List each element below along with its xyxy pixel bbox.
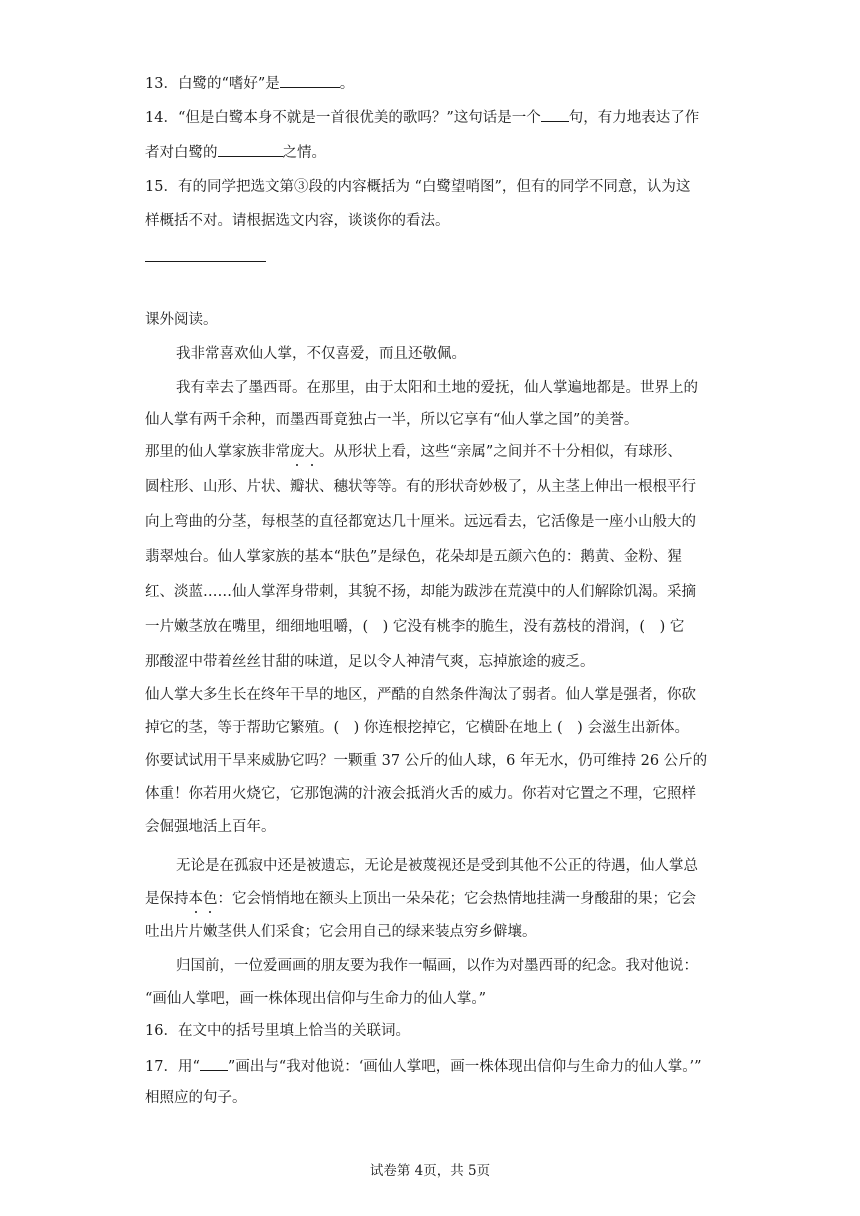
answer-line[interactable] bbox=[145, 261, 266, 262]
passage-text: 那里的仙人掌家族非常 bbox=[145, 444, 290, 460]
passage-paragraph-6-line-2: “画仙人掌吧，画一株体现出信仰与生命力的仙人掌。” bbox=[145, 991, 487, 1007]
question-14-line-2 bbox=[145, 142, 326, 163]
emphasis-char: 大 bbox=[304, 444, 319, 460]
passage-paragraph-4-line-2: 掉它的茎，等于帮助它繁殖。( ) 你连根挖掉它，它横卧在地上 ( ) 会滋生出新体。 bbox=[145, 720, 689, 736]
question-15-line-1: 15．有的同学把选文第③段的内容概括为 “白鹭望哨图”，但有的同学不同意，认为这 bbox=[145, 179, 691, 195]
emphasis-char: 庞 bbox=[290, 444, 305, 460]
question-14-text-cont: 句，有力地表达了作 bbox=[568, 110, 700, 126]
passage-paragraph-3-line-3: 向上弯曲的分茎，每根茎的直径都宽达几十厘米。远远看去，它活像是一座小山般大的 bbox=[145, 514, 696, 530]
page-footer: 试卷第 4页，共 5页 bbox=[369, 1163, 491, 1179]
answer-blank[interactable] bbox=[218, 142, 283, 157]
question-17-text: 17．用“ bbox=[145, 1059, 200, 1075]
question-16: 16．在文中的括号里填上恰当的关联词。 bbox=[145, 1023, 410, 1039]
question-14-end: 之情。 bbox=[282, 145, 326, 161]
passage-paragraph-5-line-2 bbox=[145, 889, 696, 909]
question-13-end: 。 bbox=[339, 76, 355, 92]
question-17-text-cont: ”画出与“我对他说：‘画仙人掌吧，画一株体现出信仰与生命力的仙人掌。’” bbox=[227, 1059, 702, 1075]
passage-paragraph-4-line-3: 你要试试用干旱来威胁它吗？一颗重 37 公斤的仙人球，6 年无水，仍可维持 26 公斤的 bbox=[145, 753, 708, 769]
passage-text: 是保持 bbox=[145, 891, 189, 907]
passage-paragraph-3-line-7: 那酸涩中带着丝丝甘甜的味道，足以令人神清气爽，忘掉旅途的疲乏。 bbox=[145, 654, 595, 670]
passage-paragraph-3-line-1 bbox=[145, 442, 682, 462]
passage-paragraph-5-line-1: 无论是在孤寂中还是被遗忘，无论是被蔑视还是受到其他不公正的待遇，仙人掌总 bbox=[176, 858, 698, 874]
question-13-text: 13．白鹭的“嗜好”是 bbox=[145, 76, 280, 92]
passage-paragraph-3-line-6: 一片嫩茎放在嘴里，细细地咀嚼，( ) 它没有桃李的脆生，没有荔枝的滑润，( ) 它 bbox=[145, 619, 685, 635]
passage-paragraph-3-line-4: 翡翠烛台。仙人掌家族的基本“肤色”是绿色，花朵却是五颜六色的：鹅黄、金粉、猩 bbox=[145, 549, 682, 565]
question-15-line-2: 样概括不对。请根据选文内容，谈谈你的看法。 bbox=[145, 213, 450, 229]
passage-paragraph-6-line-1: 归国前，一位爱画画的朋友要为我作一幅画，以作为对墨西哥的纪念。我对他说： bbox=[176, 958, 698, 974]
passage-paragraph-5-line-3: 吐出片片嫩茎供人们采食；它会用自己的绿来装点穷乡僻壤。 bbox=[145, 924, 537, 940]
passage-text: 。从形状上看，这些“亲属”之间并不十分相似，有球形、 bbox=[319, 444, 682, 460]
passage-text: ：它会悄悄地在额头上顶出一朵朵花；它会热情地挂满一身酸甜的果；它会 bbox=[217, 891, 696, 907]
passage-paragraph-4-line-5: 会倔强地活上百年。 bbox=[145, 819, 276, 835]
section-title: 课外阅读。 bbox=[145, 312, 218, 328]
passage-paragraph-4-line-1: 仙人掌大多生长在终年干旱的地区，严酷的自然条件淘汰了弱者。仙人掌是强者，你砍 bbox=[145, 687, 696, 703]
question-14-line-1 bbox=[145, 107, 699, 128]
passage-paragraph-1: 我非常喜欢仙人掌，不仅喜爱，而且还敬佩。 bbox=[176, 346, 466, 362]
passage-paragraph-4-line-4: 体重！你若用火烧它，它那饱满的汁液会抵消火舌的威力。你若对它置之不理，它照样 bbox=[145, 786, 696, 802]
question-14-text-2: 者对白鹭的 bbox=[145, 145, 218, 161]
question-17-line-1 bbox=[145, 1056, 702, 1077]
passage-paragraph-3-line-2: 圆柱形、山形、片状、瓣状、穗状等等。有的形状奇妙极了，从主茎上伸出一根根平行 bbox=[145, 479, 696, 495]
answer-blank[interactable] bbox=[541, 107, 569, 122]
emphasis-char: 本 bbox=[188, 891, 203, 907]
emphasis-char: 色 bbox=[203, 891, 218, 907]
passage-paragraph-2-line-1: 我有幸去了墨西哥。在那里，由于太阳和土地的爱抚，仙人掌遍地都是。世界上的 bbox=[176, 380, 698, 396]
passage-paragraph-2-line-2: 仙人掌有两千余种，而墨西哥竟独占一半，所以它享有“仙人掌之国”的美誉。 bbox=[145, 412, 639, 428]
passage-paragraph-3-line-5: 红、淡蓝……仙人掌浑身带刺，其貌不扬，却能为跋涉在荒漠中的人们解除饥渴。采摘 bbox=[145, 584, 696, 600]
answer-blank[interactable] bbox=[280, 73, 340, 88]
question-17-line-2: 相照应的句子。 bbox=[145, 1090, 247, 1106]
answer-blank[interactable] bbox=[200, 1056, 228, 1071]
question-14-text: 14．“但是白鹭本身不就是一首很优美的歌吗？”这句话是一个 bbox=[145, 110, 541, 126]
question-13 bbox=[145, 73, 354, 94]
